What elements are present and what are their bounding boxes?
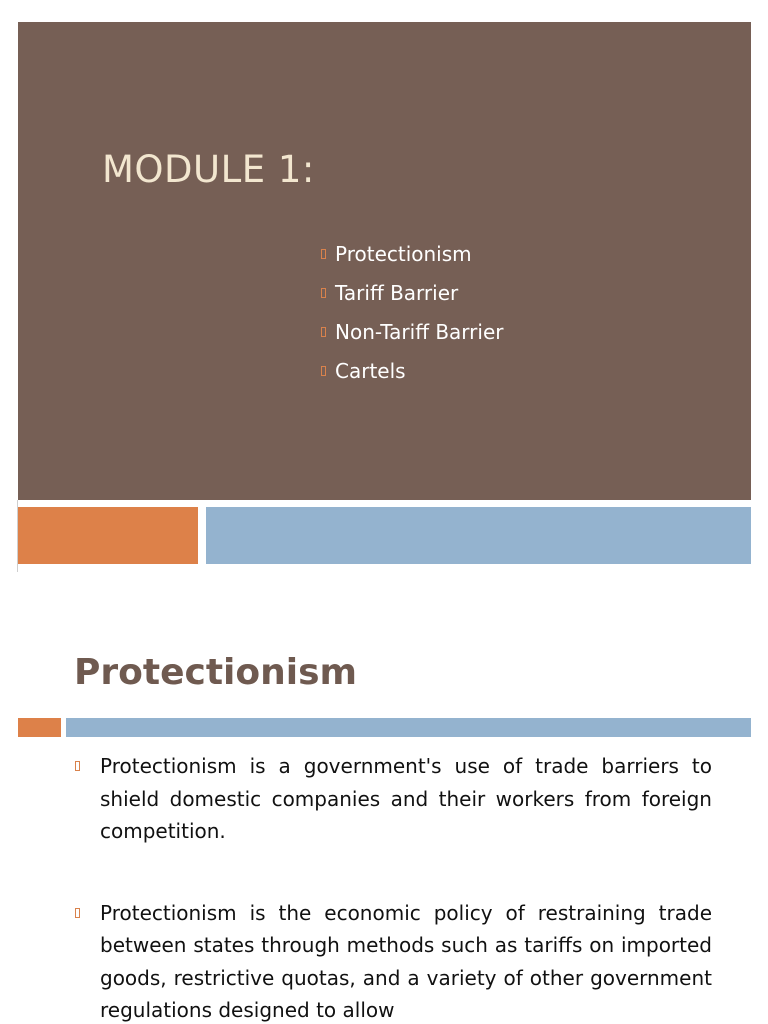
topic-label: Tariff Barrier — [335, 280, 459, 305]
definition-text: Protectionism is a government's use of trade barriers to shield domestic companies and their workers from foreign competition. — [100, 754, 712, 843]
topic-label: Cartels — [335, 358, 406, 383]
definition-list — [74, 750, 712, 1024]
topic-item — [321, 351, 504, 390]
bullet-icon — [321, 366, 326, 376]
topic-item — [321, 312, 504, 351]
definition-text: Protectionism is the economic policy of restraining trade between states through methods such as tariffs on imported goods, restrictive quotas, and a variety of other government regulations designed to allow — [100, 900, 712, 1022]
heading-accent-orange — [18, 718, 61, 737]
bullet-icon — [75, 908, 80, 918]
module-topic-list — [321, 234, 504, 390]
topic-label: Non-Tariff Barrier — [335, 319, 504, 344]
bullet-icon — [321, 288, 326, 298]
accent-bar-orange — [18, 507, 198, 564]
module-title: MODULE 1: — [102, 148, 315, 191]
section-heading: Protectionism — [74, 652, 358, 693]
topic-label: Protectionism — [335, 241, 472, 266]
heading-accent-blue — [66, 718, 751, 737]
bullet-icon — [75, 761, 80, 771]
definition-item — [74, 750, 712, 848]
definition-item — [74, 897, 712, 1024]
module-title-panel — [18, 22, 751, 500]
topic-item — [321, 234, 504, 273]
accent-bar-blue — [206, 507, 751, 564]
bullet-icon — [321, 249, 326, 259]
bullet-icon — [321, 327, 326, 337]
topic-item — [321, 273, 504, 312]
